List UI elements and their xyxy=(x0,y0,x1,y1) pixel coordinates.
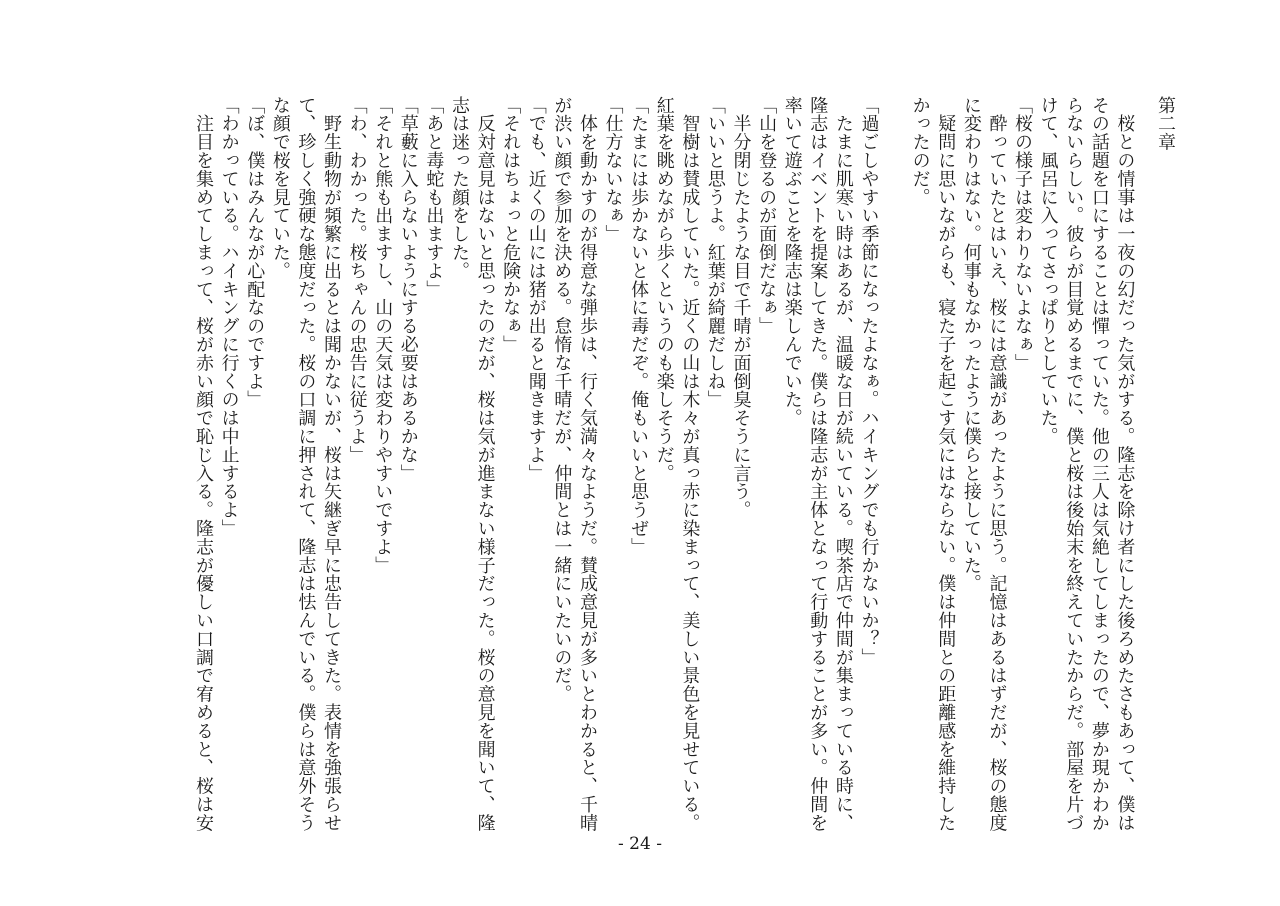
text-line: 「過ごしやすい季節になったよなぁ。ハイキングでも行かないか？」 xyxy=(858,96,880,667)
text-line: かったのだ。 xyxy=(909,96,931,207)
text-line: その話題を口にすることは憚っていた。他の三人は気絶してしまったので、夢か現かわか xyxy=(1088,96,1110,832)
text-line: 「わ、わかった。桜ちゃんの忠告に従うよ」 xyxy=(346,96,368,464)
text-line: 野生動物が頻繁に出るとは聞かないが、桜は矢継ぎ早に忠告してきた。表情を強張らせ xyxy=(321,96,342,832)
text-line: 「桜の様子は変わりないよなぁ」 xyxy=(1012,96,1034,372)
blank-line xyxy=(881,96,907,816)
text-line: 「わかっている。ハイキングに行くのは中止するよ」 xyxy=(218,96,240,538)
text-line: 「たまには歩かないと体に毒だぞ。俺もいいと思うぜ」 xyxy=(628,96,650,556)
text-line: 「いいと思うよ。紅葉が綺麗だしね」 xyxy=(704,96,726,409)
text-line: 「それと熊も出ますし、山の天気は変わりやすいですよ」 xyxy=(372,96,394,575)
text-line: 「でも、近くの山には猪が出ると聞きますよ」 xyxy=(525,96,547,483)
text-line: 「ぼ、僕はみんなが心配なのですよ」 xyxy=(244,96,266,409)
text-line: 「仕方ないなぁ」 xyxy=(602,96,624,244)
text-line: て、珍しく強硬な態度だった。桜の口調に押されて、隆志は怯んでいる。僕らは意外そう xyxy=(295,96,317,832)
text-line: 酔っていたとはいえ、桜には意識があったように思う。記憶はあるはずだが、桜の態度 xyxy=(986,96,1008,832)
page-number: - 24 - xyxy=(618,834,662,854)
text-line: な顔で桜を見ていた。 xyxy=(269,96,291,280)
text-line: 疑問に思いながらも、寝た子を起こす気にはならない。僕は仲間との距離感を維持した xyxy=(935,96,957,832)
vertical-text-body xyxy=(98,96,1178,832)
text-line: 注目を集めてしまって、桜が赤い顔で恥じ入る。隆志が優しい口調で宥めると、桜は安 xyxy=(193,96,215,832)
text-line: 率いて遊ぶことを隆志は楽しんでいた。 xyxy=(781,96,803,428)
text-line: らないらしい。彼らが目覚めるまでに、僕と桜は後始末を終えていたからだ。部屋を片づ xyxy=(1063,96,1085,832)
text-line: 志は迷った顔をした。 xyxy=(448,96,470,280)
text-line: 反対意見はないと思ったのだが、桜は気が進まない様子だった。桜の意見を聞いて、隆 xyxy=(474,96,496,832)
chapter-title: 第二章 xyxy=(1155,96,1176,152)
text-line: 隆志はイベントを提案してきた。僕らは隆志が主体となって行動することが多い。仲間を xyxy=(807,96,829,832)
text-line: が渋い顔で参加を決める。怠惰な千晴だが、仲間とは一緒にいたいのだ。 xyxy=(551,96,573,704)
text-line: たまに肌寒い時はあるが、温暖な日が続いている。喫茶店で仲間が集まっている時に、 xyxy=(832,96,854,832)
text-line: 半分閉じたような目で千晴が面倒臭そうに言う。 xyxy=(730,96,752,520)
text-line: 「それはちょっと危険かなぁ」 xyxy=(500,96,522,354)
text-line: 紅葉を眺めながら歩くというのも楽しそうだ。 xyxy=(653,96,675,483)
text-line: 智樹は賛成していた。近くの山は木々が真っ赤に染まって、美しい景色を見せている。 xyxy=(679,96,701,832)
text-line: 桜との情事は一夜の幻だった気がする。隆志を除け者にした後ろめたさもあって、僕は xyxy=(1114,96,1136,832)
text-line: に変わりはない。何事もなかったように僕らと接していた。 xyxy=(960,96,982,593)
text-line: 「草藪に入らないようにする必要はあるかな」 xyxy=(397,96,419,483)
text-line: 「山を登るのが面倒だなぁ」 xyxy=(756,96,778,336)
text-line: 体を動かすのが得意な弾歩は、行く気満々なようだ。賛成意見が多いとわかると、千晴 xyxy=(576,96,598,832)
text-line: けて、風呂に入ってさっぱりとしていた。 xyxy=(1037,96,1059,446)
text-line: 「あと毒蛇も出ますよ」 xyxy=(423,96,445,299)
